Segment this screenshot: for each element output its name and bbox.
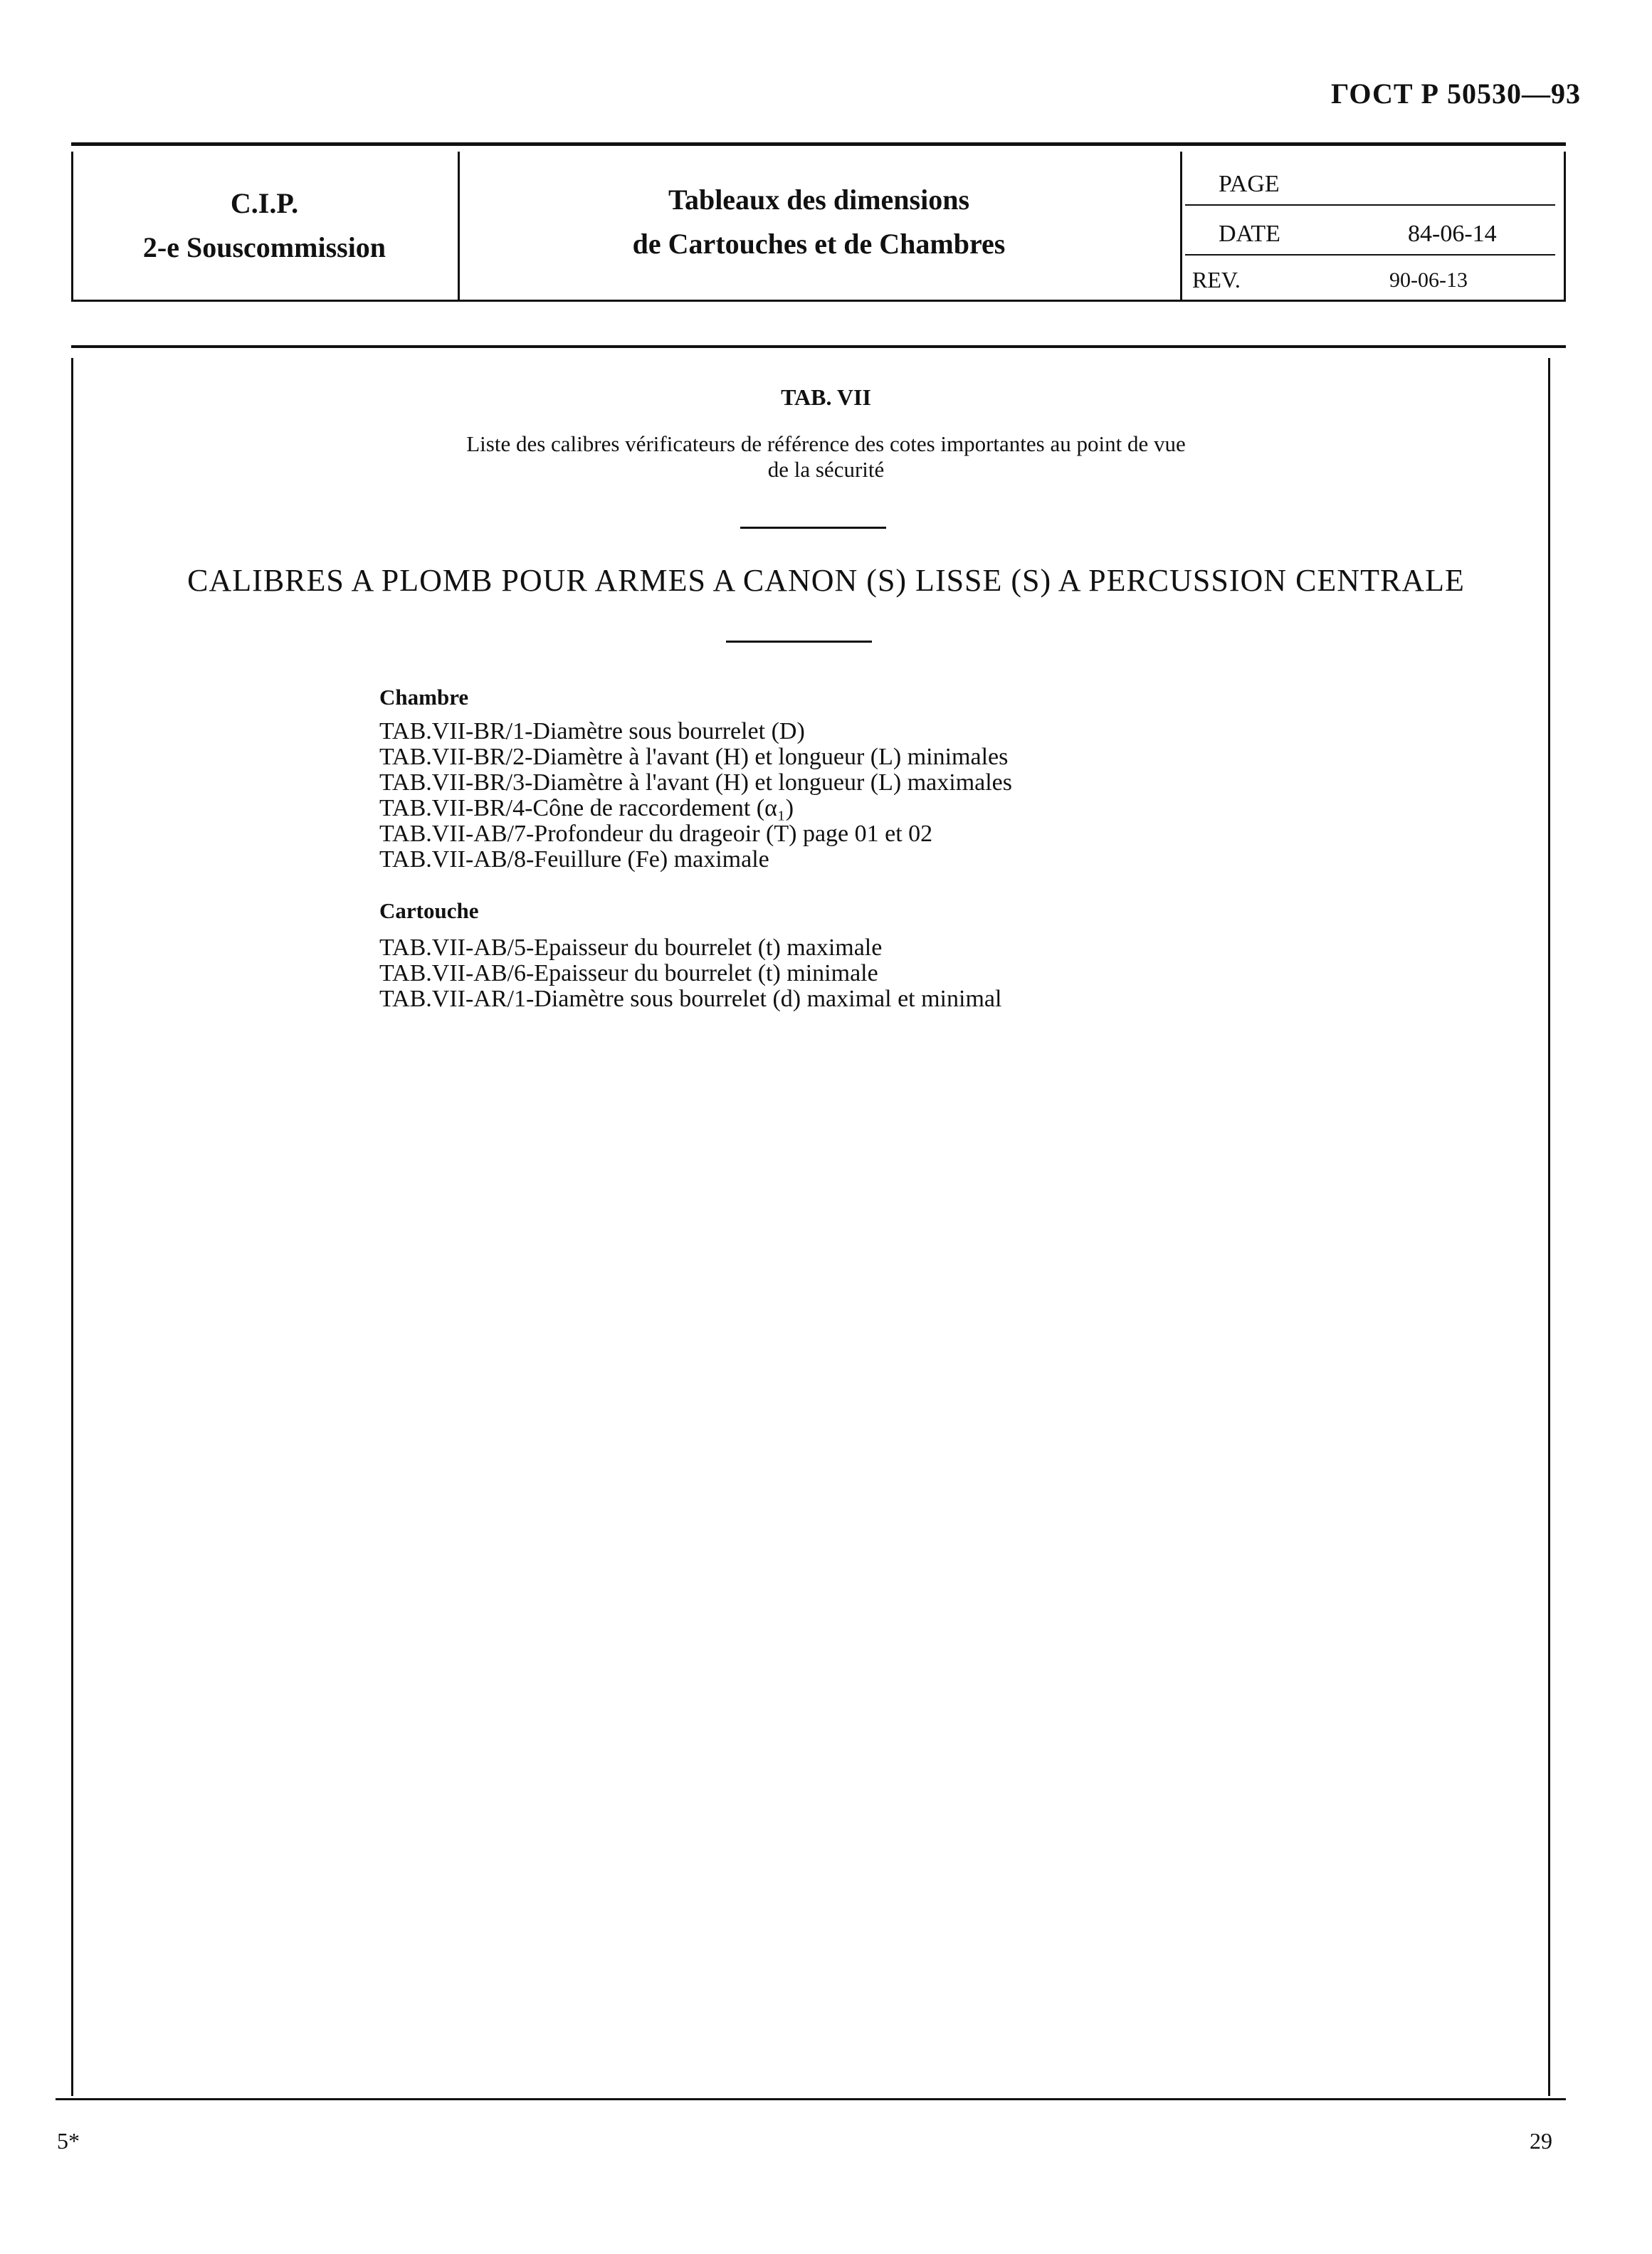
main-heading: CALIBRES A PLOMB POUR ARMES A CANON (S) LISSE (S) A PERCUSSION CENTRALE	[187, 563, 1465, 598]
date-row-line	[1185, 254, 1555, 256]
date-value: 84-06-14	[1408, 221, 1497, 247]
standard-number: ГОСТ Р 50530—93	[1330, 78, 1581, 110]
separator-bottom	[726, 641, 872, 643]
separator-top	[740, 527, 886, 529]
org-line2: 2-e Souscommission	[142, 231, 386, 263]
subtitle-line1: Liste des calibres vérificateurs de référence des cotes importantes au point de vue	[466, 431, 1186, 456]
list-item: TAB.VII-BR/4-Cône de raccordement (α₁)	[379, 795, 794, 821]
list-item: TAB.VII-BR/1-Diamètre sous bourrelet (D)	[379, 718, 805, 744]
date-label: DATE	[1219, 221, 1280, 247]
footer-signature: 5*	[57, 2128, 80, 2154]
page-label: PAGE	[1219, 171, 1280, 197]
rev-value: 90-06-13	[1389, 268, 1468, 292]
list-item: TAB.VII-AR/1-Diamètre sous bourrelet (d) maximal et minimal	[379, 986, 1002, 1012]
header-divider-2	[1180, 152, 1182, 300]
header-border-right	[1564, 152, 1566, 300]
frame-border-left	[71, 358, 73, 2096]
list-item: TAB.VII-AB/7-Profondeur du drageoir (T) page 01 et 02	[379, 821, 933, 847]
page-row-line	[1185, 204, 1555, 206]
chambre-list	[379, 719, 1012, 873]
chambre-title: Chambre	[379, 685, 469, 710]
org-cell	[71, 181, 458, 270]
footer-rule	[56, 2098, 1566, 2100]
subtitle	[0, 431, 1652, 483]
page-number: 29	[1530, 2128, 1552, 2154]
cartouche-title: Cartouche	[379, 898, 479, 923]
content-frame	[71, 345, 1566, 2096]
list-item: TAB.VII-AB/6-Epaisseur du bourrelet (t) minimale	[379, 960, 878, 986]
org-line1: C.I.P.	[230, 187, 299, 219]
list-item: TAB.VII-AB/5-Epaisseur du bourrelet (t) maximale	[379, 934, 883, 961]
list-item: TAB.VII-BR/3-Diamètre à l'avant (H) et longueur (L) maximales	[379, 769, 1012, 796]
subtitle-line2: de la sécurité	[767, 457, 885, 482]
header-table	[71, 142, 1566, 302]
rev-label: REV.	[1192, 267, 1241, 293]
title-line1: Tableaux des dimensions	[668, 184, 970, 216]
title-cell	[458, 178, 1180, 266]
title-line2: de Cartouches et de Chambres	[632, 228, 1006, 260]
cartouche-list	[379, 935, 1001, 1012]
list-item: TAB.VII-AB/8-Feuillure (Fe) maximale	[379, 846, 769, 873]
table-title: TAB. VII	[781, 384, 871, 410]
list-item: TAB.VII-BR/2-Diamètre à l'avant (H) et longueur (L) minimales	[379, 744, 1009, 770]
frame-border-right	[1548, 358, 1550, 2096]
